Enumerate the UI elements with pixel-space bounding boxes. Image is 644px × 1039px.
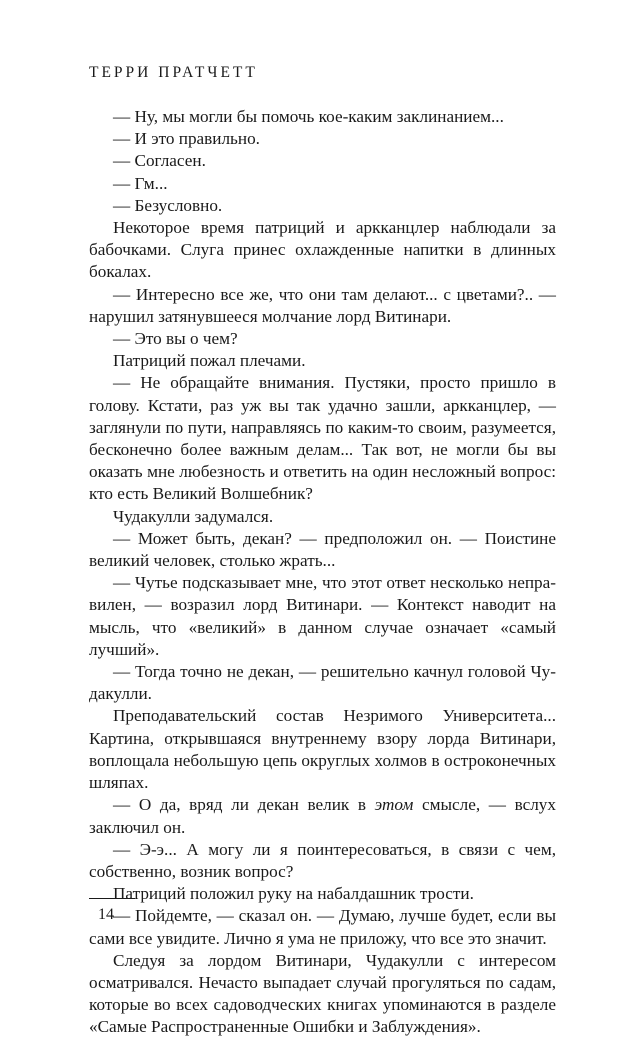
paragraph: — Гм...: [113, 173, 168, 193]
paragraph: — Согласен.: [113, 151, 206, 171]
paragraph: — Безусловно.: [113, 195, 223, 215]
paragraph: — Э-э... А могу ли я поинтересоваться, в связи с чем, собственно, возник вопрос?: [89, 839, 556, 881]
running-head: ТЕРРИ ПРАТЧЕТТ: [89, 64, 258, 81]
paragraph: — Тогда точно не декан, — решительно качнул головой Чудакулли.: [89, 662, 556, 704]
paragraph-text: смысле, — вслух заключил он.: [89, 795, 556, 837]
paragraph: — И это правильно.: [113, 129, 260, 149]
body-text: [89, 106, 556, 1039]
paragraph: Патриций положил руку на набалдашник трости.: [113, 884, 474, 904]
paragraph: — Пойдемте, — сказал он. — Думаю, лучше будет, если вы сами все увидите. Лично я ума не приложу, что все это значит.: [89, 906, 556, 948]
paragraph: — Чутье подсказывает мне, что этот ответ несколько неправилен, — возразил лорд Витинари. — Контекст наводит на мысль, что «великий» в данном случае означает «самый лучший».: [89, 573, 556, 659]
emphasized-word: этом: [374, 795, 414, 815]
paragraph-text: — О да, вряд ли декан велик в: [113, 795, 375, 815]
paragraph: Чудакулли задумался.: [113, 506, 274, 526]
paragraph: — Интересно все же, что они там делают... с цветами?.. — нарушил затянувшееся молчание лорд Витинари.: [89, 284, 556, 326]
page-number-rule: [89, 898, 135, 899]
paragraph: Некоторое время патриций и аркканцлер наблюдали за бабочками. Слуга принес охлажденные напитки в длинных бокалах.: [89, 218, 556, 282]
paragraph: — Это вы о чем?: [113, 329, 238, 349]
paragraph: — Не обращайте внимания. Пустяки, просто пришло в голову. Кстати, раз уж вы так удачно зашли, аркканцлер, — заглянули по пути, направляясь по каким-то своим, разумеется, бесконечно более важным делам... Так вот, не могли бы вы оказать мне любезность и ответить на один несложный вопрос: кто есть Великий Волшебник?: [89, 373, 556, 504]
paragraph: Патриций пожал плечами.: [113, 351, 306, 371]
page-number: 14: [98, 906, 114, 923]
paragraph-with-emphasis: [89, 794, 556, 838]
paragraph: Следуя за лордом Витинари, Чудакулли с интересом осматривался. Нечасто выпадает случай прогуляться по садам, которые во всех садоводческих книгах упоминаются в разделе «Самые Распространенные Ошибки и Заблуждения».: [89, 950, 556, 1037]
paragraph: Преподавательский состав Незримого Университета... Картина, открывшаяся внутреннему взору лорда Витинари, воплощала небольшую цепь округлых холмов в остроконечных шляпах.: [89, 706, 556, 793]
paragraph: — Может быть, декан? — предположил он. — Поистине великий человек, столько жрать...: [89, 528, 556, 571]
paragraph: — Ну, мы могли бы помочь кое-каким заклинанием...: [113, 107, 504, 126]
